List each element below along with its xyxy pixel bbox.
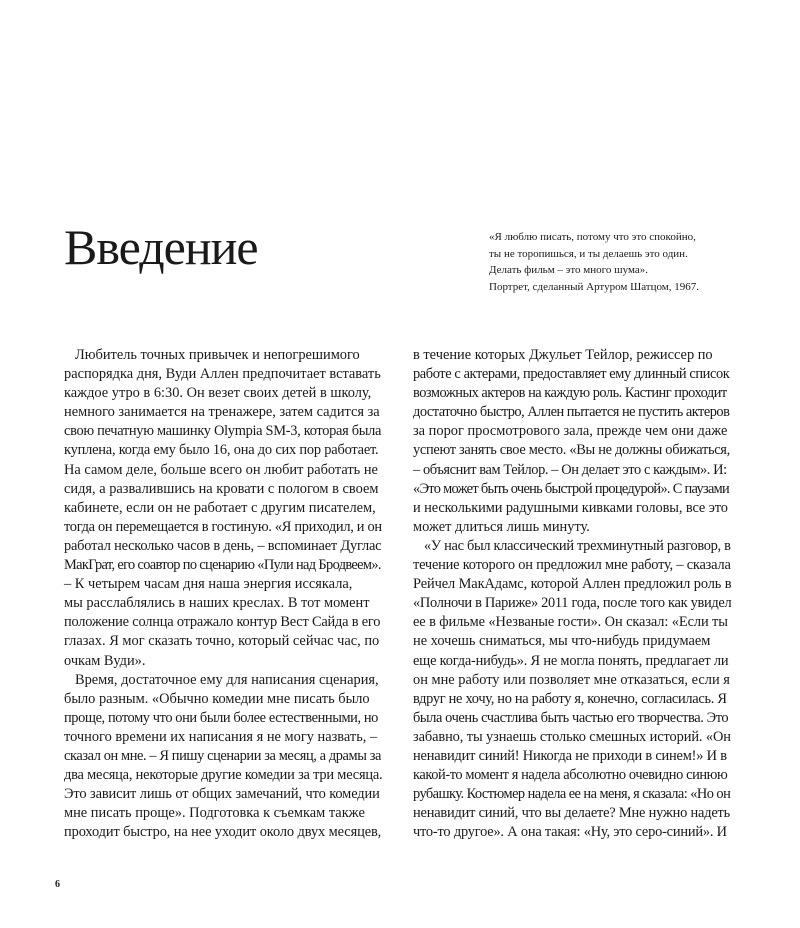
- epigraph: [489, 229, 699, 295]
- text-line: МакГрат, его соавтор по сценарию «Пули над Бродвеем».: [64, 557, 381, 574]
- text-line: рубашку. Костюмер надела ее на меня, я сказала: «Но он: [413, 786, 731, 803]
- text-line: проходит быстро, на нее уходит около двух месяцев,: [64, 824, 382, 841]
- text-line: Время, достаточное ему для написания сценария,: [75, 671, 379, 688]
- text-line: свою печатную машинку Olympia SM-3, которая была: [64, 423, 382, 440]
- text-line: какой-то момент я надела абсолютно очевидно синюю: [413, 767, 728, 784]
- page-number: 6: [55, 879, 60, 890]
- text-line: работал несколько часов в день, – вспоминает Дуглас: [64, 537, 382, 554]
- text-line: забавно, ты узнаешь столько смешных историй. «Он: [413, 728, 731, 745]
- text-line: куплена, когда ему было 16, она до сих пор работает.: [64, 442, 379, 459]
- text-line: достаточно быстро, Аллен пытается не пустить актеров: [413, 404, 730, 421]
- text-line: не хочешь сниматься, мы что-нибудь придумаем: [413, 633, 711, 650]
- text-line: была очень счастлива быть частью его творчества. Это: [413, 709, 729, 726]
- text-line: ненавидит синий, что вы делаете? Мне нужно надеть: [413, 805, 730, 822]
- text-line: ее в фильме «Незваные гости». Он сказал: «Если ты: [413, 614, 728, 631]
- text-line: в течение которых Джульет Тейлор, режиссер по: [413, 347, 713, 363]
- text-line: немного занимается на тренажере, затем садится за: [64, 404, 380, 421]
- text-line: точного времени их написания я не могу назвать, –: [64, 728, 378, 745]
- text-line: течение которого он предложил мне работу, – сказала: [413, 557, 731, 574]
- text-line: проще, потому что они были более естественными, но: [64, 709, 378, 726]
- text-line: Это зависит лишь от общих замечаний, что комедии: [64, 786, 380, 803]
- text-line: На самом деле, больше всего он любит работать не: [64, 461, 378, 478]
- text-line: – К четырем часам дня наша энергия иссякала,: [64, 576, 353, 593]
- text-line: глазах. Я мог сказать точно, который сейчас час, по: [64, 633, 380, 650]
- text-line: успеют занять свое место. «Вы не должны обижаться,: [413, 442, 730, 459]
- epigraph-caption: Портрет, сделанный Артуром Шатцом, 1967.: [489, 280, 699, 293]
- text-line: что-то другое». А она такая: «Ну, это серо-синий». И: [413, 824, 727, 841]
- text-line: было разным. «Обычно комедии мне писать было: [64, 690, 370, 707]
- text-line: сидя, а развалившись на кровати с пологом в своем: [64, 480, 379, 497]
- text-line: тогда он перемещается в гостиную. «Я приходил, и он: [64, 518, 382, 535]
- text-line: – объяснит вам Тейлор. – Он делает это с каждым». И:: [413, 461, 727, 478]
- text-line: и несколькими радушными кивками головы, все это: [413, 499, 728, 516]
- text-line: кабинете, если он не работает с другим писателем,: [64, 499, 376, 516]
- text-line: «Полночи в Париже» 2011 года, после того как увидел: [413, 595, 732, 612]
- text-line: мне писать проще». Подготовка к съемкам также: [64, 805, 365, 822]
- text-line: вдруг не хочу, но на работу я, конечно, согласилась. Я: [413, 690, 727, 707]
- body-column-right: [413, 346, 731, 842]
- text-line: «Это может быть очень быстрой процедурой». С паузами: [413, 480, 730, 497]
- text-line: ненавидит синий! Никогда не приходи в синем!» И в: [413, 747, 727, 764]
- text-line: Любитель точных привычек и непогрешимого: [75, 347, 360, 363]
- text-line: распорядка дня, Вуди Аллен предпочитает вставать: [64, 366, 381, 383]
- epigraph-line: Делать фильм – это много шума».: [489, 264, 648, 276]
- text-line: он мне работу или позволяет мне отказаться, если я: [413, 671, 730, 688]
- text-line: Рейчел МакАдамс, которой Аллен предложил роль в: [413, 576, 732, 593]
- text-line: мы расслаблялись в наших креслах. В тот момент: [64, 595, 370, 612]
- text-line: возможных актеров на каждую роль. Кастинг проходит: [413, 385, 727, 402]
- text-line: положение солнца отражало контур Вест Сайда в его: [64, 614, 381, 631]
- text-line: работе с актерами, предоставляет ему длинный список: [413, 366, 730, 383]
- epigraph-line: ты не торопишься, и ты делаешь это один.: [489, 247, 688, 260]
- text-line: «У нас был классический трехминутный разговор, в: [424, 537, 731, 554]
- text-line: еще когда-нибудь». Я не могла понять, предлагает ли: [413, 652, 729, 669]
- body-column-left: [64, 346, 382, 842]
- epigraph-line: «Я люблю писать, потому что это спокойно,: [489, 231, 696, 243]
- text-line: два месяца, некоторые другие комедии за три месяца.: [64, 767, 383, 784]
- text-line: сказал он мне. – Я пишу сценарии за месяц, а драмы за: [64, 747, 381, 764]
- text-line: может длиться лишь минуту.: [413, 518, 590, 535]
- text-line: очкам Вуди».: [64, 652, 146, 669]
- text-line: за порог просмотрового зала, прежде чем они даже: [413, 423, 728, 440]
- text-line: каждое утро в 6:30. Он везет своих детей в школу,: [64, 385, 372, 402]
- page-title: Введение: [64, 219, 258, 275]
